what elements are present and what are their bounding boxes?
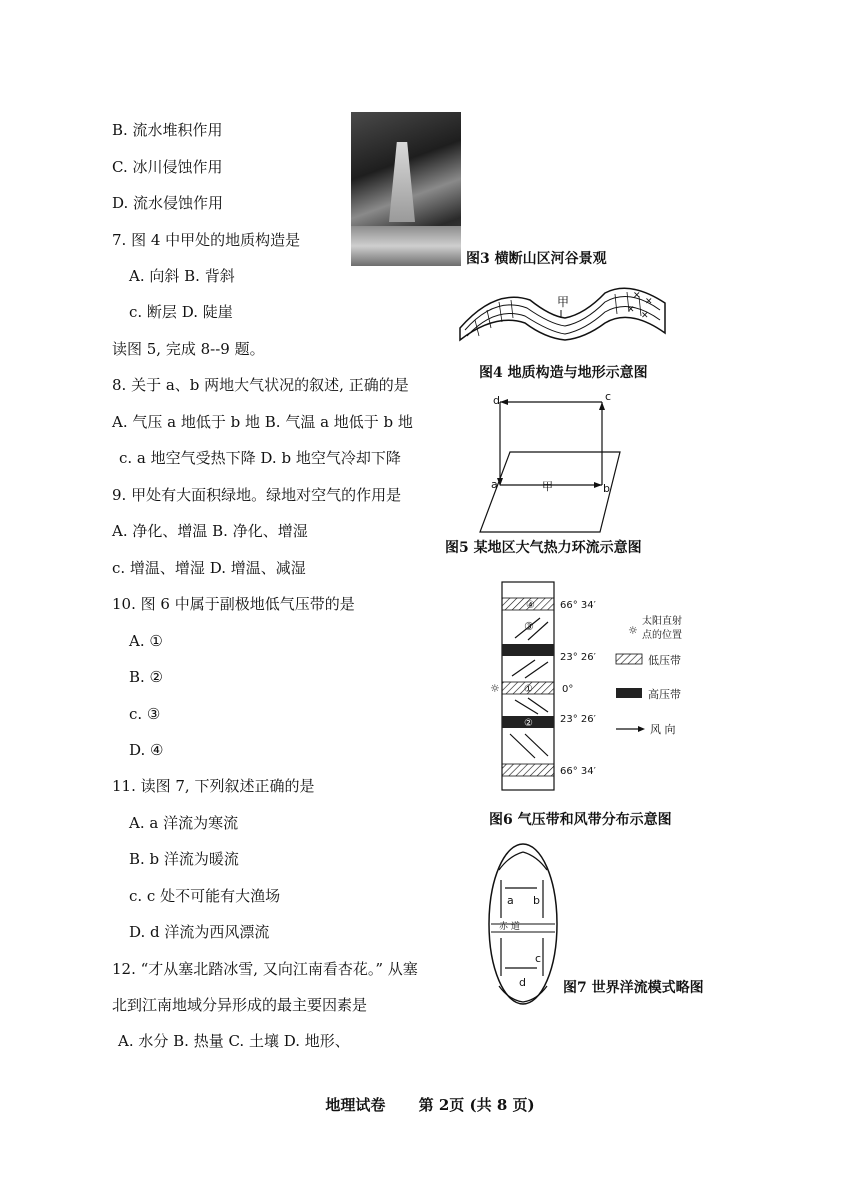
q11-stem: 11. 读图 7, 下列叙述正确的是 (112, 777, 315, 795)
fig7-label-d: d (519, 976, 526, 989)
fig6-diagram (480, 578, 700, 798)
fig5-diagram (470, 390, 630, 540)
q8-stem: 8. 关于 a、b 两地大气状况的叙述, 正确的是 (112, 376, 409, 394)
fig4-diagram (455, 278, 675, 344)
fig6-legend-wind: 风 向 (650, 723, 676, 736)
fig4-caption: 图4 地质构造与地形示意图 (479, 365, 648, 381)
fig7-label-a: a (507, 894, 514, 907)
fig7-diagram (485, 840, 565, 1010)
fig5-label-a: a (491, 478, 498, 491)
q10-option-d: D. ④ (129, 741, 164, 759)
svg-text:✕: ✕ (645, 297, 653, 307)
svg-text:✕: ✕ (627, 305, 635, 315)
q12-options: A. 水分 B. 热量 C. 土壤 D. 地形、 (118, 1032, 350, 1050)
fig6-sun-marker: ☼ (490, 682, 500, 695)
fig7-label-b: b (533, 894, 540, 907)
q9-stem: 9. 甲处有大面积绿地。绿地对空气的作用是 (112, 486, 402, 504)
q9-options-cd: c. 增温、增湿 D. 增温、减湿 (112, 559, 306, 577)
fig7-label-c: c (535, 952, 542, 965)
q7-options-cd: c. 断层 D. 陡崖 (129, 303, 233, 321)
fig6-lat-trop-n: 23° 26′ (560, 652, 596, 663)
fig6-legend-sun-icon: ☼ (628, 624, 638, 637)
fig6-num-3: ③ (524, 620, 534, 633)
svg-text:✕: ✕ (641, 311, 649, 321)
fig5-label-c: c (605, 390, 612, 403)
fig6-num-1: ① (524, 684, 533, 695)
q6-option-d: D. 流水侵蚀作用 (112, 194, 224, 212)
fig7-equator-label: 赤 道 (499, 922, 520, 932)
fig6-caption: 图6 气压带和风带分布示意图 (489, 812, 672, 828)
q12-stem-line1: 12. “才从塞北踏冰雪, 又向江南看杏花。” 从塞 (112, 960, 418, 978)
q8-options-cd: c. a 地空气受热下降 D. b 地空气冷却下降 (119, 449, 401, 467)
fig3-caption: 图3 横断山区河谷景观 (466, 251, 607, 267)
q6-option-c: C. 冰川侵蚀作用 (112, 158, 223, 176)
fig6-legend-high: 高压带 (648, 688, 681, 701)
q6-option-b: B. 流水堆积作用 (112, 121, 223, 139)
fig3-gorge-light (389, 142, 415, 222)
fig6-num-2: ② (524, 718, 533, 729)
fig6-lat-top: 66° 34′ (560, 600, 596, 611)
fig6-lat-trop-s: 23° 26′ (560, 714, 596, 725)
q10-stem: 10. 图 6 中属于副极地低气压带的是 (112, 595, 355, 613)
fig6-num-4: ④ (526, 600, 535, 611)
q10-option-b: B. ② (129, 668, 164, 686)
q8-options-ab: A. 气压 a 地低于 b 地 B. 气温 a 地低于 b 地 (112, 413, 413, 431)
fig6-legend-low: 低压带 (648, 654, 681, 667)
fig6-lat-eq: 0° (562, 684, 574, 695)
q12-stem-line2: 北到江南地域分异形成的最主要因素是 (112, 996, 368, 1014)
fig5-caption: 图5 某地区大气热力环流示意图 (445, 540, 642, 556)
fig6-legend-sun-2: 点的位置 (642, 630, 682, 641)
fig3-river (351, 226, 461, 266)
q9-options-ab: A. 净化、增温 B. 净化、增湿 (112, 522, 308, 540)
page-footer (0, 1094, 860, 1115)
q10-option-a: A. ① (129, 632, 163, 650)
q7-stem: 7. 图 4 中甲处的地质构造是 (112, 231, 301, 249)
q11-option-c: c. c 处不可能有大渔场 (129, 887, 281, 905)
fig7-caption: 图7 世界洋流模式略图 (563, 980, 704, 996)
read-fig5-instruction: 读图 5, 完成 8--9 题。 (112, 340, 265, 358)
q7-options-ab: A. 向斜 B. 背斜 (129, 267, 235, 285)
fig5-label-d: d (493, 394, 500, 407)
q11-option-a: A. a 洋流为寒流 (129, 814, 239, 832)
fig5-label-jia: 甲 (542, 480, 553, 493)
fig4-label-jia: 甲 (557, 295, 570, 309)
fig3-valley-photo (351, 112, 461, 266)
svg-text:✕: ✕ (633, 291, 641, 301)
fig5-label-b: b (603, 482, 610, 495)
q11-option-b: B. b 洋流为暖流 (129, 850, 239, 868)
q11-option-d: D. d 洋流为西风漂流 (129, 923, 270, 941)
q10-option-c: c. ③ (129, 705, 161, 723)
fig6-lat-bottom: 66° 34′ (560, 766, 596, 777)
fig6-legend-sun-1: 太阳直射 (642, 616, 682, 627)
footer-page-number: 第 2页 (共 8 页) (418, 1096, 535, 1114)
footer-subject: 地理试卷 (325, 1096, 386, 1114)
